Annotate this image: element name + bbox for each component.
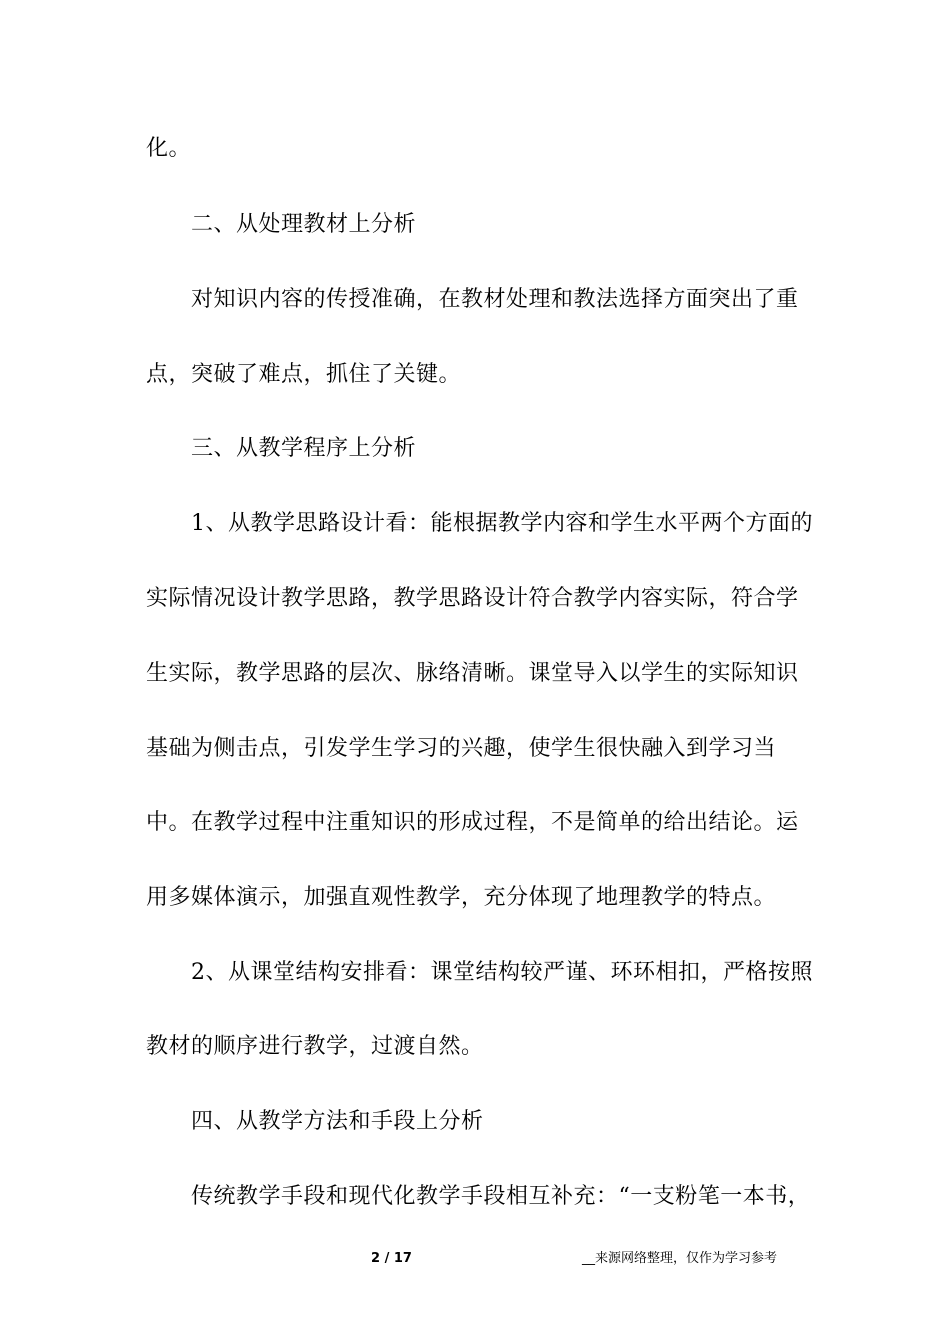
text-line: 生实际，教学思路的层次、脉络清晰。课堂导入以学生的实际知识 <box>146 661 799 686</box>
text-line: 基础为侧击点，引发学生学习的兴趣，使学生很快融入到学习当 <box>146 736 777 761</box>
footer-note: __来源网络整理，仅作为学习参考 <box>582 1251 778 1266</box>
text-line: 2、从课堂结构安排看：课堂结构较严谨、环环相扣，严格按照 <box>191 960 813 985</box>
text-line: 用多媒体演示，加强直观性教学，充分体现了地理教学的特点。 <box>146 885 777 910</box>
text-line: 对知识内容的传授准确，在教材处理和教法选择方面突出了重 <box>191 287 799 312</box>
text-line: 1、从教学思路设计看：能根据教学内容和学生水平两个方面的 <box>191 511 813 536</box>
text-line: 传统教学手段和现代化教学手段相互补充：“一支粉笔一本书， <box>191 1184 811 1209</box>
text-line: 化。 <box>146 136 192 161</box>
page-number: 2 / 17 <box>371 1251 412 1266</box>
text-line: 中。在教学过程中注重知识的形成过程，不是简单的给出结论。运 <box>146 810 799 835</box>
text-line: 实际情况设计教学思路，教学思路设计符合教学内容实际，符合学 <box>146 586 799 611</box>
text-line: 教材的顺序进行教学，过渡自然。 <box>146 1034 484 1059</box>
section-heading: 三、从教学程序上分析 <box>191 436 417 461</box>
text-line: 点，突破了难点，抓住了关键。 <box>146 362 462 387</box>
section-heading: 二、从处理教材上分析 <box>191 212 417 237</box>
section-heading: 四、从教学方法和手段上分析 <box>191 1109 484 1134</box>
